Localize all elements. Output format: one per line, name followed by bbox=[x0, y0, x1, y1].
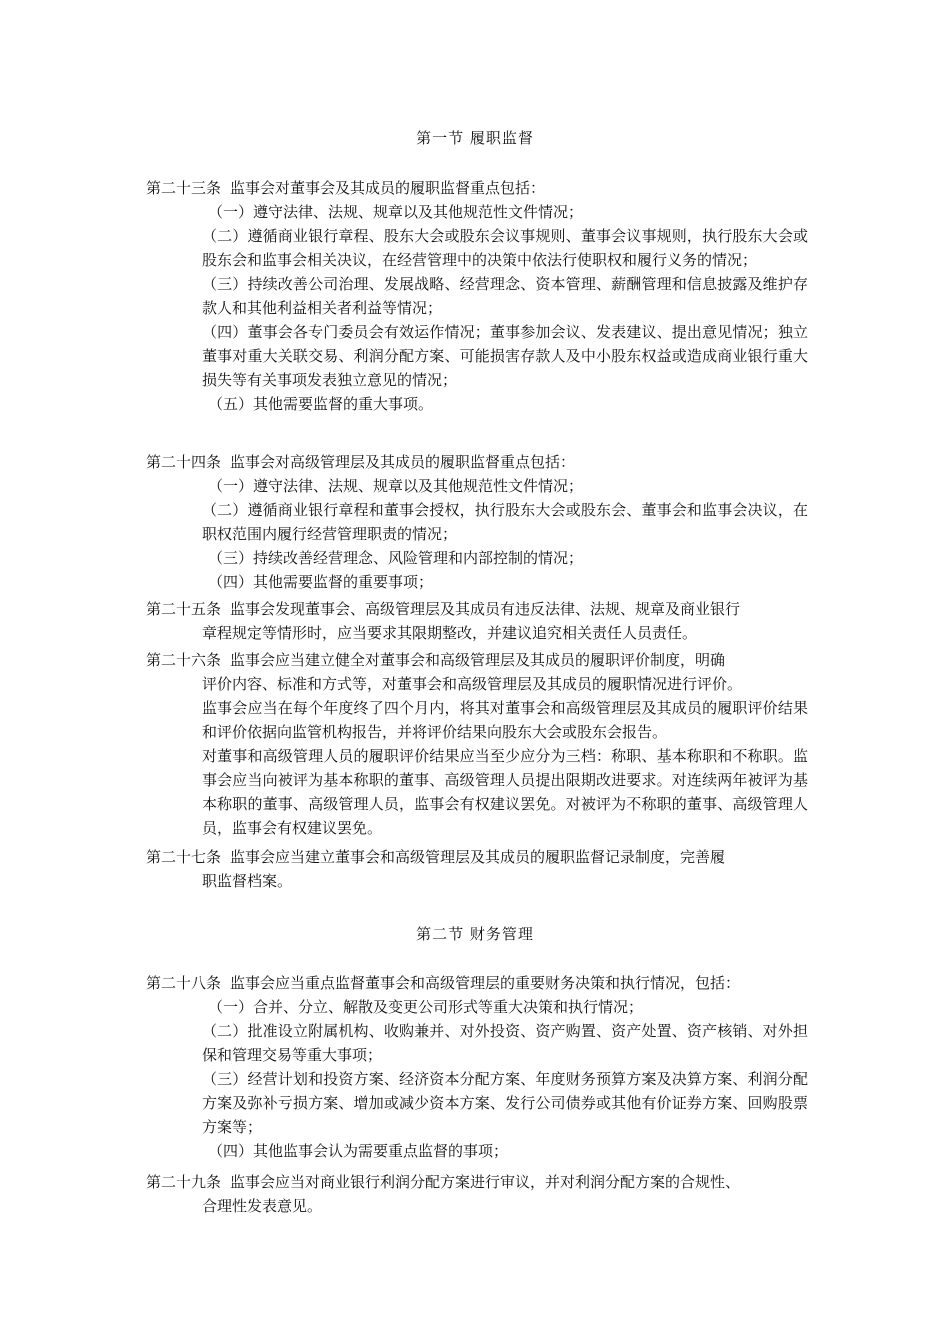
article-lead: 监事会应当建立健全对董事会和高级管理层及其成员的履职评价制度，明确 bbox=[230, 651, 726, 669]
article-number: 第二十六条 bbox=[146, 651, 222, 669]
article-28 bbox=[146, 971, 808, 1163]
article-continuation: 职监督档案。 bbox=[202, 872, 293, 890]
article-23 bbox=[146, 176, 808, 416]
list-item: （一）遵守法律、法规、规章以及其他规范性文件情况； bbox=[208, 203, 584, 221]
list-item: （一）遵守法律、法规、规章以及其他规范性文件情况； bbox=[208, 477, 584, 495]
section-title: 第一节 履职监督 bbox=[416, 129, 534, 147]
article-number: 第二十三条 bbox=[146, 179, 222, 197]
article-continuation: 章程规定等情形时，应当要求其限期整改，并建议追究相关责任人员责任。 bbox=[202, 624, 698, 642]
article-lead: 监事会发现董事会、高级管理层及其成员有违反法律、法规、规章及商业银行 bbox=[230, 600, 741, 618]
list-item: （四）其他需要监督的重要事项； bbox=[208, 573, 434, 591]
list-item: （三）持续改善公司治理、发展战略、经营理念、资本管理、薪酬管理和信息披露及维护存款人和其他利益相关者利益等情况； bbox=[202, 275, 808, 317]
article-lead: 监事会应当对商业银行利润分配方案进行审议，并对利润分配方案的合规性、 bbox=[230, 1173, 741, 1191]
article-lead: 监事会应当重点监督董事会和高级管理层的重要财务决策和执行情况，包括： bbox=[230, 974, 741, 992]
list-item: （三）持续改善经营理念、风险管理和内部控制的情况； bbox=[208, 549, 584, 567]
article-number: 第二十五条 bbox=[146, 600, 222, 618]
article-paragraph: 对董事和高级管理人员的履职评价结果应当至少应分为三档：称职、基本称职和不称职。监事会应当向被评为基本称职的董事、高级管理人员提出限期改进要求。对连续两年被评为基本称职的董事、高级管理人员，监事会有权建议罢免。对被评为不称职的董事、高级管理人员，监事会有权建议罢免。 bbox=[202, 747, 808, 837]
article-number: 第二十四条 bbox=[146, 453, 222, 471]
list-item: （五）其他需要监督的重大事项。 bbox=[208, 395, 434, 413]
list-item: （一）合并、分立、解散及变更公司形式等重大决策和执行情况； bbox=[208, 998, 644, 1016]
article-continuation: 合理性发表意见。 bbox=[202, 1197, 323, 1215]
section-title: 第二节 财务管理 bbox=[416, 925, 534, 943]
article-lead: 监事会对高级管理层及其成员的履职监督重点包括： bbox=[230, 453, 576, 471]
article-number: 第二十七条 bbox=[146, 848, 222, 866]
article-number: 第二十九条 bbox=[146, 1173, 222, 1191]
article-24 bbox=[146, 450, 808, 594]
article-continuation: 评价内容、标准和方式等，对董事会和高级管理层及其成员的履职情况进行评价。 bbox=[202, 675, 743, 693]
list-item: （二）遵循商业银行章程和董事会授权，执行股东大会或股东会、董事会和监事会决议，在职权范围内履行经营管理职责的情况； bbox=[202, 501, 808, 543]
list-item: （三）经营计划和投资方案、经济资本分配方案、年度财务预算方案及决算方案、利润分配方案及弥补亏损方案、增加或减少资本方案、发行公司债券或其他有价证券方案、回购股票方案等； bbox=[202, 1070, 808, 1136]
article-26 bbox=[146, 648, 808, 840]
article-25 bbox=[146, 597, 808, 645]
article-29 bbox=[146, 1170, 808, 1218]
article-number: 第二十八条 bbox=[146, 974, 222, 992]
article-lead: 监事会对董事会及其成员的履职监督重点包括： bbox=[230, 179, 546, 197]
article-lead: 监事会应当建立董事会和高级管理层及其成员的履职监督记录制度，完善履 bbox=[230, 848, 726, 866]
list-item: （二）批准设立附属机构、收购兼并、对外投资、资产购置、资产处置、资产核销、对外担保和管理交易等重大事项； bbox=[202, 1022, 808, 1064]
list-item: （二）遵循商业银行章程、股东大会或股东会议事规则、董事会议事规则，执行股东大会或股东会和监事会相关决议，在经营管理中的决策中依法行使职权和履行义务的情况； bbox=[202, 227, 808, 269]
article-27 bbox=[146, 845, 808, 893]
list-item: （四）董事会各专门委员会有效运作情况；董事参加会议、发表建议、提出意见情况；独立董事对重大关联交易、利润分配方案、可能损害存款人及中小股东权益或造成商业银行重大损失等有关事项发表独立意见的情况； bbox=[202, 323, 808, 389]
list-item: （四）其他监事会认为需要重点监督的事项； bbox=[208, 1142, 509, 1160]
article-paragraph: 监事会应当在每个年度终了四个月内，将其对董事会和高级管理层及其成员的履职评价结果和评价依据向监管机构报告，并将评价结果向股东大会或股东会报告。 bbox=[202, 699, 808, 741]
